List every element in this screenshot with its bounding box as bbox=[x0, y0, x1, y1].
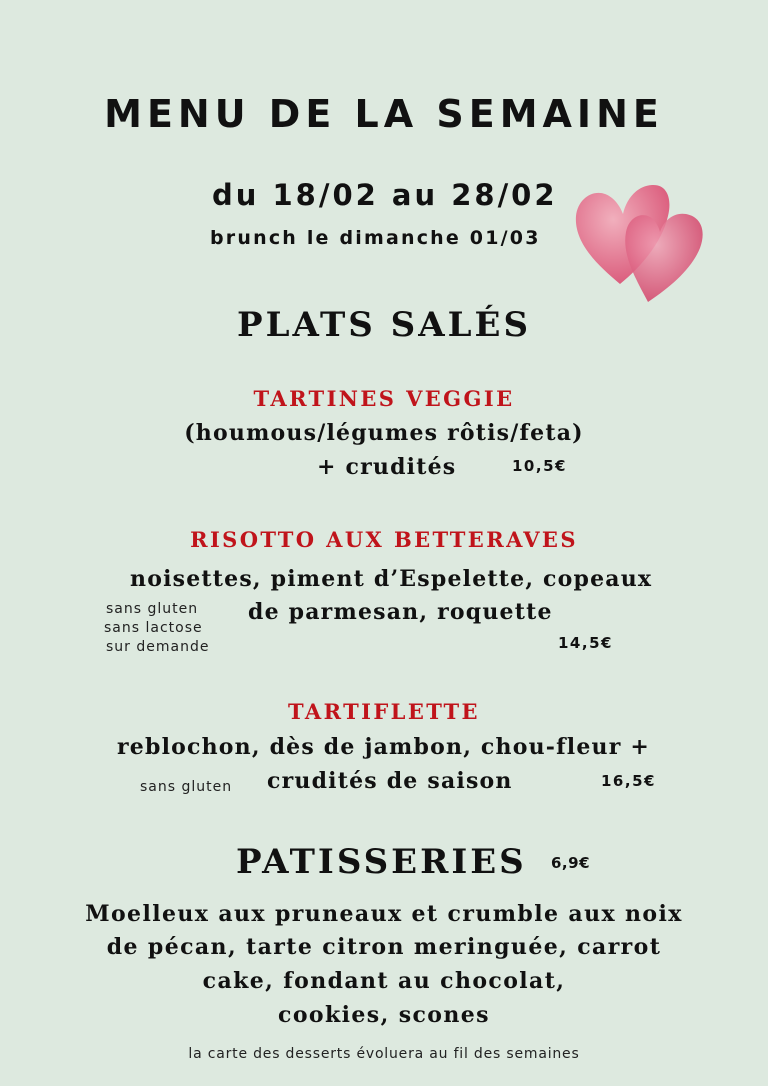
pastry-line: Moelleux aux pruneaux et crumble aux noix bbox=[85, 901, 683, 927]
footer-note: la carte des desserts évoluera au fil des semaines bbox=[188, 1046, 580, 1062]
brunch-date: brunch le dimanche 01/03 bbox=[210, 227, 541, 249]
hearts-icon bbox=[568, 176, 718, 306]
dish-price: 16,5€ bbox=[601, 772, 656, 790]
pastries-price: 6,9€ bbox=[551, 854, 591, 872]
pastry-line: cake, fondant au chocolat, bbox=[202, 968, 566, 994]
dish-desc-line: reblochon, dès de jambon, chou-fleur + bbox=[117, 734, 650, 760]
dish-price: 14,5€ bbox=[558, 634, 613, 652]
dietary-note: sans gluten bbox=[140, 779, 233, 795]
dietary-note: sans gluten bbox=[106, 601, 199, 617]
menu-title: MENU DE LA SEMAINE bbox=[104, 92, 664, 136]
dish-desc-line: + crudités bbox=[317, 454, 457, 480]
dish-title-tartines: TARTINES VEGGIE bbox=[253, 386, 515, 411]
dish-title-risotto: RISOTTO AUX BETTERAVES bbox=[190, 527, 578, 552]
pastries-heading: PATISSERIES bbox=[236, 842, 527, 882]
dish-desc-line: de parmesan, roquette bbox=[248, 599, 553, 625]
heart-right-icon bbox=[625, 214, 702, 302]
dish-desc-line: (houmous/légumes rôtis/feta) bbox=[184, 420, 584, 446]
dish-desc-line: crudités de saison bbox=[267, 768, 513, 794]
dietary-note: sur demande bbox=[106, 639, 210, 655]
dish-title-tartiflette: TARTIFLETTE bbox=[288, 699, 480, 724]
menu-dates: du 18/02 au 28/02 bbox=[212, 178, 558, 212]
pastry-line: de pécan, tarte citron meringuée, carrot bbox=[106, 934, 662, 960]
pastry-line: cookies, scones bbox=[278, 1002, 490, 1028]
dish-price: 10,5€ bbox=[512, 457, 567, 475]
dish-desc-line: noisettes, piment d’Espelette, copeaux bbox=[130, 566, 653, 592]
savory-heading: PLATS SALÉS bbox=[237, 305, 531, 345]
dietary-note: sans lactose bbox=[104, 620, 203, 636]
